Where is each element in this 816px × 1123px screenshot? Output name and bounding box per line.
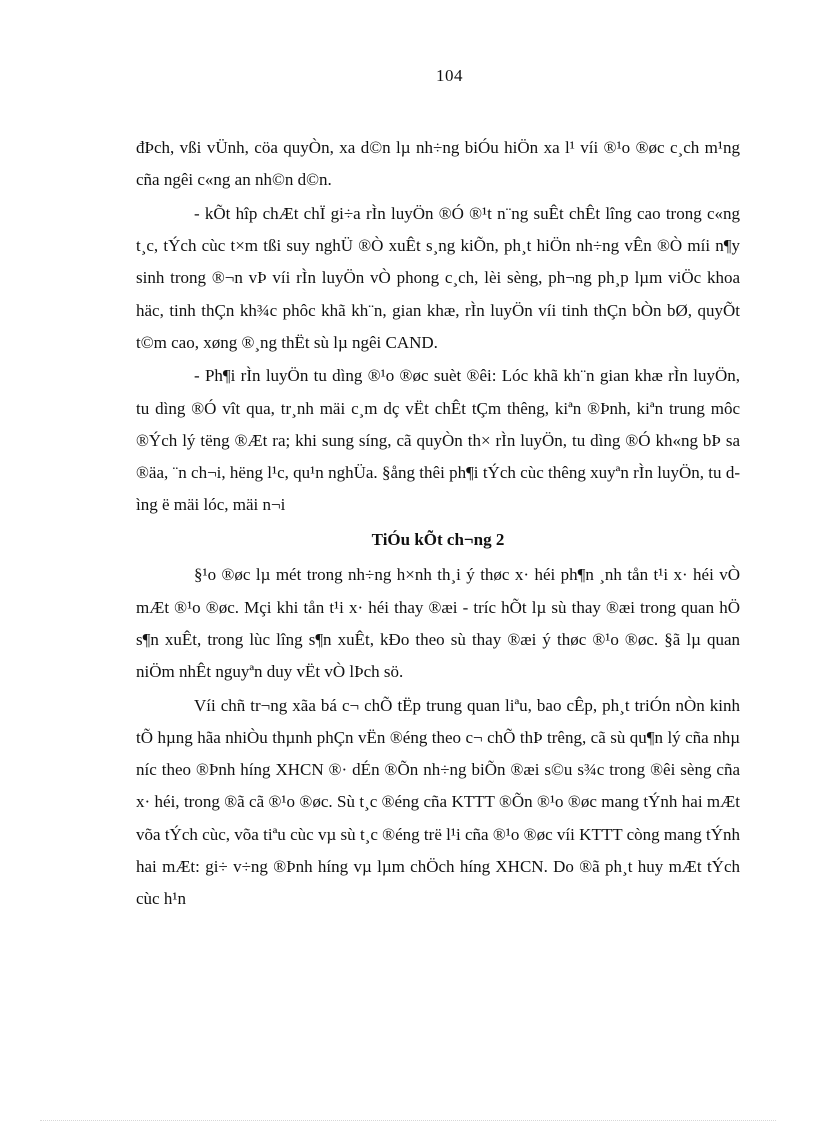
section-heading: TiÓu kÕt ch¬ng 2 — [371, 530, 505, 550]
paragraph-market-economy: Víi chñ tr¬ng xãa bá c¬ chÕ tËp trung quan liªu, bao cÊp, ph¸t triÓn nÒn kinh tÕ hµng hãa nhiÒu thµnh phÇn vËn ®éng theo c¬ chÕ thÞ trêng, cã sù qu¶n lý cña nhµ níc theo ®Þnh híng XHCN ®· dÉn ®Õn nh÷ng biÕn ®æi s©u s¾c trong ®êi sèng cña x· héi, trong ®ã cã ®¹o ®øc. Sù t¸c ®éng cña KTTT ®Õn ®¹o ®øc mang tÝnh hai mÆt võa tÝch cùc, võa tiªu cùc vµ sù t¸c ®éng trë l¹i cña ®¹o ®øc víi KTTT còng mang tÝnh hai mÆt: gi÷ v÷ng ®Þnh híng vµ lµm chÖch híng XHCN. Do ®ã ph¸t huy mÆt tÝch cùc h¹n — [136, 695, 740, 908]
page-bottom-divider — [40, 1120, 776, 1121]
paragraph-ethics-definition: §¹o ®øc lµ mét trong nh÷ng h×nh th¸i ý thøc x· héi ph¶n ¸nh tån t¹i x· héi vÒ mÆt ®¹o ®øc. Mçi khi tån t¹i x· héi thay ®æi - tríc hÕt lµ sù thay ®æi trong quan hÖ s¶n xuÊt, trong lùc lîng s¶n xuÊt, kÐo theo sù thay ®æi ý thøc ®¹o ®øc. §ã lµ quan niÖm nhÊt nguyªn duy vËt vÒ lÞch sö. — [136, 565, 740, 682]
paragraph-continuation: đÞch, vßi vÜnh, cöa quyÒn, xa d©n lµ nh÷ng biÓu hiÖn xa l¹ víi ®¹o ®øc c¸ch m¹ng cña ngêi c«ng an nh©n d©n. — [136, 138, 740, 190]
document-body — [136, 132, 740, 917]
paragraph-bullet-work-ethic: - kÕt hîp chÆt chÏ gi÷a rÌn luyÖn ®Ó ®¹t n¨ng suÊt chÊt lîng cao trong c«ng t¸c, tÝch cùc t×m tßi suy nghÜ ®Ò xuÊt s¸ng kiÕn, ph¸t hiÖn nh÷ng vÊn ®Ò míi n¶y sinh trong ®¬n vÞ víi rÌn luyÖn vÒ phong c¸ch, lèi sèng, ph¬ng ph¸p lµm viÖc khoa häc, tinh thÇn kh¾c phôc khã kh¨n, gian khæ, rÌn luyÖn víi tinh thÇn bÒn bØ, quyÕt t©m cao, xøng ®¸ng thËt sù lµ ngêi CAND. — [136, 203, 740, 352]
page-number: 104 — [436, 66, 463, 85]
paragraph-bullet-lifelong-training: - Ph¶i rÌn luyÖn tu dìng ®¹o ®øc suèt ®êi: Lóc khã kh¨n gian khæ rÌn luyÖn, tu dìng ®Ó vît qua, tr¸nh mäi c¸m dç vËt chÊt tÇm thêng, kiªn ®Þnh, kiªn trung môc ®Ých lý tëng ®Æt ra; khi sung síng, cã quyÒn th× rÌn luyÖn, tu dìng ®Ó kh«ng bÞ sa ®äa, ¨n ch¬i, hëng l¹c, qu¹n nghÜa. §ång thêi ph¶i tÝch cùc thêng xuyªn rÌn luyÖn, tu dìng ë mäi lóc, mäi n¬i — [136, 366, 740, 515]
